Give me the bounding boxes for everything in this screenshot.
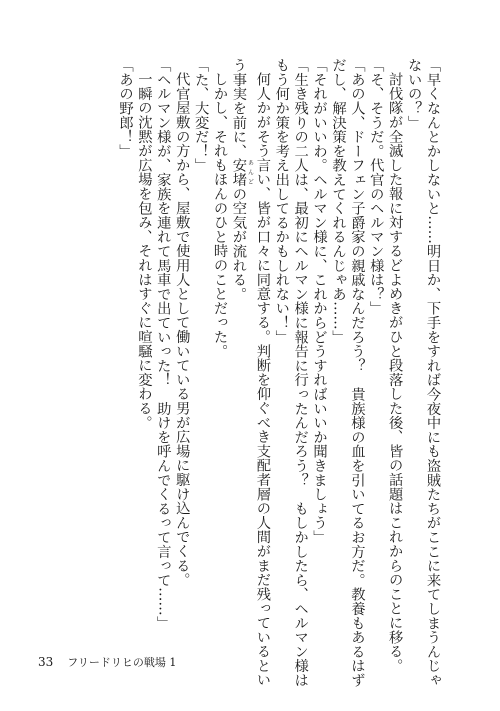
text-line-continuation: の空気が流れる。 [230, 186, 247, 302]
text-line-content: しかし、それもほんのひと時のことだった。 [212, 72, 229, 359]
text-line-content: 「それがいいわ。ヘルマン様に、これからどうすればいいか聞きましょう」 [311, 58, 328, 545]
text-line-content: 代官屋敷の方から、屋敷で使用人として働いている男が広場に駆け込んでくる。 [174, 72, 191, 588]
text-line [366, 58, 385, 630]
ruby-base: 安堵 [230, 158, 247, 187]
text-line-content: もう何か策を考え出してるかもしれない！」 [273, 58, 290, 344]
text-line [210, 58, 229, 630]
text-line [385, 58, 404, 673]
text-line [253, 58, 272, 688]
text-line [191, 58, 210, 630]
text-line [404, 58, 423, 630]
text-line [329, 58, 348, 630]
text-line [291, 58, 310, 688]
text-line-content: 何人かがそう言い、皆が口々に同意する。判断を仰ぐべき支配者層の人間がまだ残っているとい [254, 72, 271, 688]
text-line-content: だし、解決策を教えてくれるんじゃあ……」 [330, 58, 347, 344]
text-line [153, 58, 172, 630]
text-line-content: 「そ、そうだ。代官のヘルマン様は？」 [368, 58, 385, 316]
text-line [347, 58, 366, 688]
text-line-content: 「早くなんとかしないと……明日か、下手をすれば今夜中にも盗賊たちがここに来てしまうんじゃ [425, 58, 441, 688]
text-line-content: 「あの野郎！」 [117, 58, 134, 159]
text-line-content: ないの？」 [406, 58, 423, 130]
text-line-content: 一瞬の沈黙が広場を包み、それはすぐに喧騒に変わる。 [136, 72, 153, 430]
page-number: 33 [38, 655, 54, 669]
text-line-content: 討伐隊が全滅した報に対するどよめきがひと段落した後、皆の話題はこれからのことに移る。 [387, 72, 404, 673]
text-line [116, 58, 135, 630]
text-line [229, 58, 253, 630]
text-line [310, 58, 329, 630]
ruby-text: あんど [246, 158, 254, 187]
text-line [135, 58, 154, 630]
page-footer [38, 654, 176, 670]
book-title: フリードリヒの戦場 1 [67, 656, 177, 669]
text-line [172, 58, 191, 630]
text-line-content: 「生き残りの二人は、最初にヘルマン様に報告に行ったんだろう？ もしかしたら、ヘルマン様は [292, 58, 309, 688]
text-line [423, 58, 442, 688]
text-line-content: う事実を前に、 [230, 58, 247, 159]
ruby-annotation [230, 158, 254, 187]
text-line-content: 「た、大変だ！」 [193, 58, 210, 173]
text-line-content: 「ヘルマン様が、家族を連れて馬車で出ていった！ 助けを呼んでくるって言って……」 [155, 58, 172, 630]
text-line [272, 58, 291, 630]
text-line-content: 「あの人、ドーフェン子爵家の親戚なんだろう？ 貴族様の血を引いてるお方だ。教養もあるはず [349, 58, 366, 688]
